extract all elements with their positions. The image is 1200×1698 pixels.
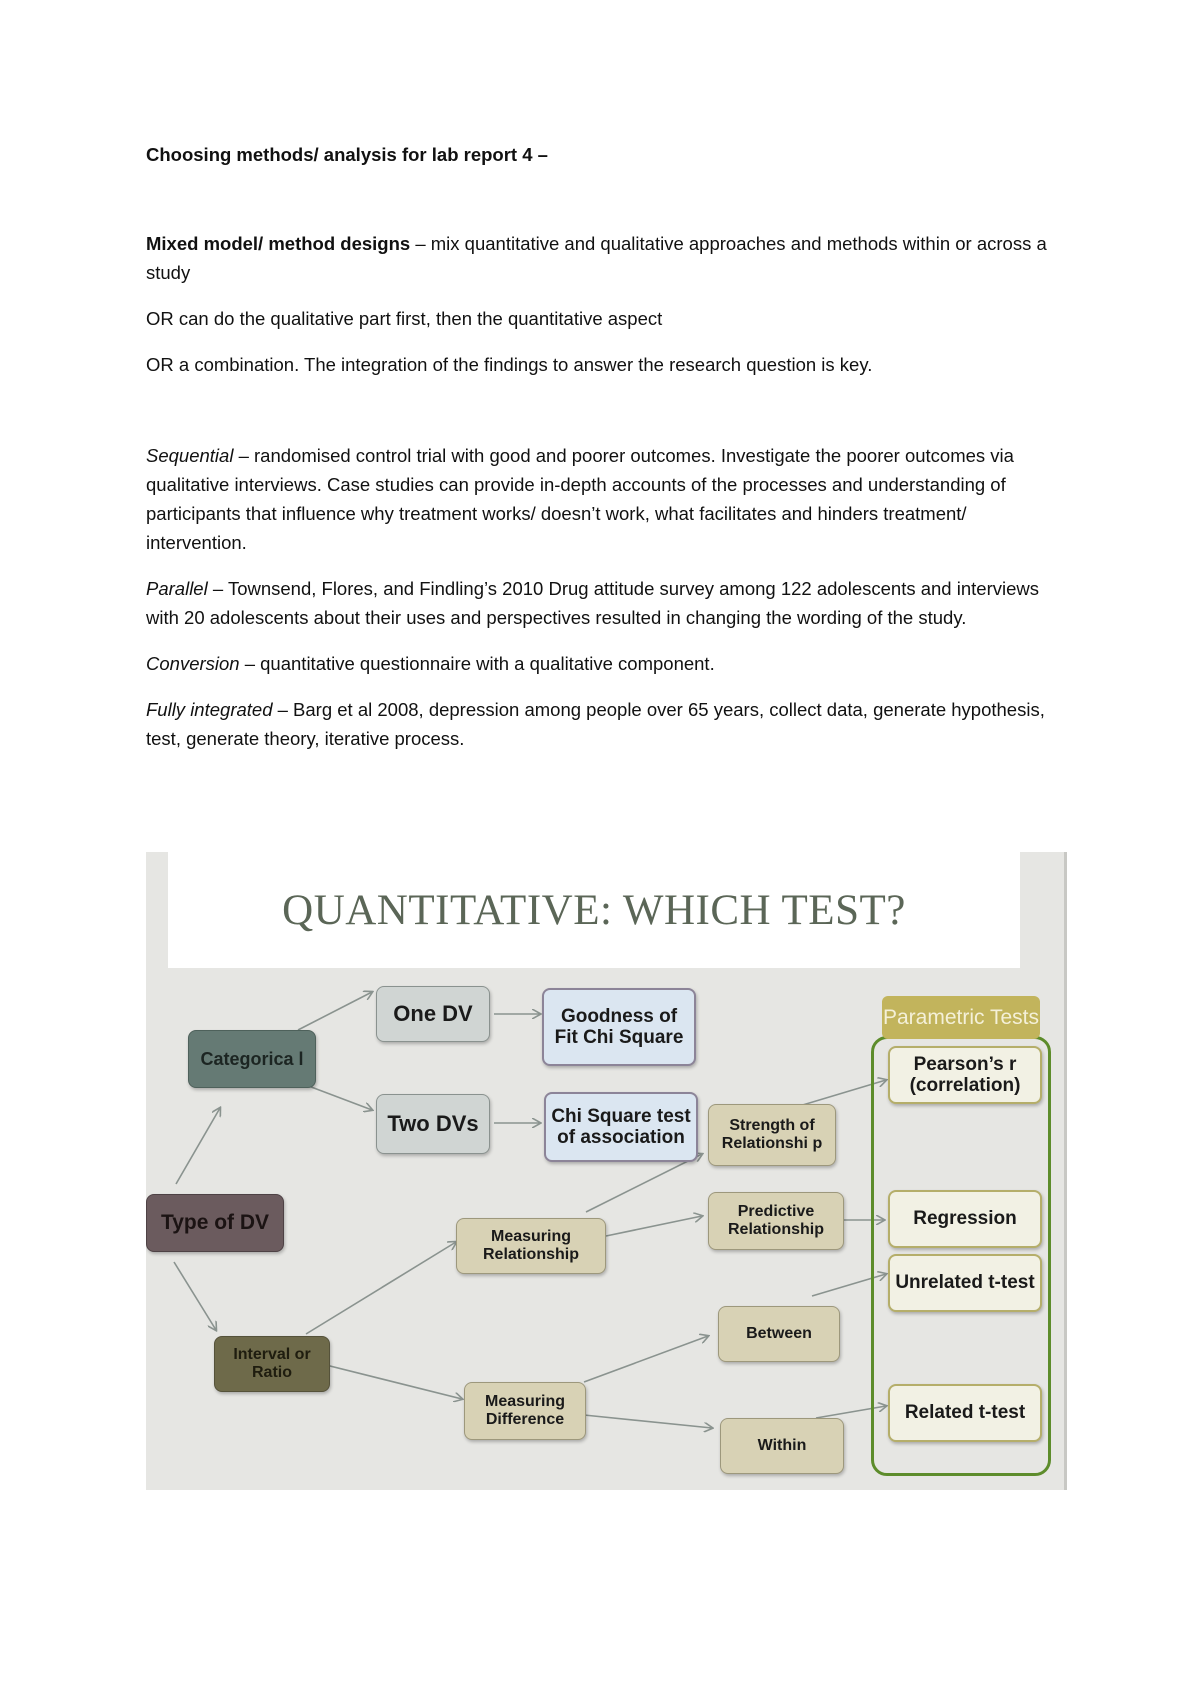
node-pearsons-r: Pearson’s r (correlation) bbox=[888, 1046, 1042, 1104]
node-two-dvs: Two DVs bbox=[376, 1094, 490, 1154]
arrow-relationship-to-strength bbox=[586, 1154, 702, 1212]
node-chi-square: Chi Square test of association bbox=[544, 1092, 698, 1162]
paragraph-conversion bbox=[146, 649, 1066, 678]
arrow-difference-to-within bbox=[584, 1415, 712, 1428]
arrow-type-to-interval bbox=[174, 1262, 216, 1330]
arrow-categorical-to-one-dv bbox=[298, 992, 372, 1030]
term-parallel: Parallel bbox=[146, 578, 208, 599]
which-test-flowchart bbox=[146, 852, 1067, 1490]
node-one-dv: One DV bbox=[376, 986, 490, 1042]
term-mixed-designs: Mixed model/ method designs bbox=[146, 233, 411, 254]
node-unrelated-t-test: Unrelated t-test bbox=[888, 1254, 1042, 1312]
paragraph-or-qualitative-first: OR can do the qualitative part first, then the quantitative aspect bbox=[146, 308, 663, 329]
paragraph-or-combination: OR a combination. The integration of the findings to answer the research question is key. bbox=[146, 354, 873, 375]
term-sequential: Sequential bbox=[146, 445, 234, 466]
node-goodness-of-fit: Goodness of Fit Chi Square bbox=[542, 988, 696, 1066]
arrow-relationship-to-predictive bbox=[606, 1216, 702, 1236]
arrow-difference-to-between bbox=[584, 1336, 708, 1382]
node-predictive-relationship: Predictive Relationship bbox=[708, 1192, 844, 1250]
text-mixed-designs: – mix quantitative and qualitative approaches and methods within or across a study bbox=[146, 233, 1047, 283]
term-conversion: Conversion bbox=[146, 653, 240, 674]
node-type-of-dv: Type of DV bbox=[146, 1194, 284, 1252]
text-sequential: – randomised control trial with good and poorer outcomes. Investigate the poorer outcomes via qualitative interviews. Case studies can provide in-depth accounts of the processes and understanding of participants that influence why treatment works/ doesn’t work, what facilitates and hinders treatment/ intervention. bbox=[146, 445, 1014, 553]
text-parallel: – Townsend, Flores, and Findling’s 2010 Drug attitude survey among 122 adolescents and interviews with 20 adolescents about their uses and perspectives resulted in changing the wording of the study. bbox=[146, 578, 1039, 628]
paragraph-sequential bbox=[146, 441, 1066, 557]
node-regression: Regression bbox=[888, 1190, 1042, 1248]
node-interval-or-ratio: Interval or Ratio bbox=[214, 1336, 330, 1392]
node-within: Within bbox=[720, 1418, 844, 1474]
text-fully-integrated: – Barg et al 2008, depression among people over 65 years, collect data, generate hypothesis, test, generate theory, iterative process. bbox=[146, 699, 1045, 749]
text-conversion: – quantitative questionnaire with a qualitative component. bbox=[239, 653, 715, 674]
node-related-t-test: Related t-test bbox=[888, 1384, 1042, 1442]
paragraph-mixed-designs bbox=[146, 229, 1066, 287]
node-measuring-difference: Measuring Difference bbox=[464, 1382, 586, 1440]
parametric-tests-header: Parametric Tests bbox=[882, 996, 1040, 1039]
paragraph-parallel bbox=[146, 574, 1066, 632]
arrow-type-to-categorical bbox=[176, 1108, 220, 1184]
document-title: Choosing methods/ analysis for lab report 4 – bbox=[146, 144, 548, 165]
paragraph-fully-integrated bbox=[146, 695, 1066, 753]
node-between: Between bbox=[718, 1306, 840, 1362]
term-fully-integrated: Fully integrated bbox=[146, 699, 273, 720]
document-body bbox=[146, 140, 1066, 770]
node-strength-of-relationship: Strength of Relationshi p bbox=[708, 1104, 836, 1166]
flowchart-title: QUANTITATIVE: WHICH TEST? bbox=[282, 886, 906, 934]
node-measuring-relationship: Measuring Relationship bbox=[456, 1218, 606, 1274]
arrow-interval-to-measuring-relationship bbox=[306, 1242, 456, 1334]
node-categorical: Categorica l bbox=[188, 1030, 316, 1088]
